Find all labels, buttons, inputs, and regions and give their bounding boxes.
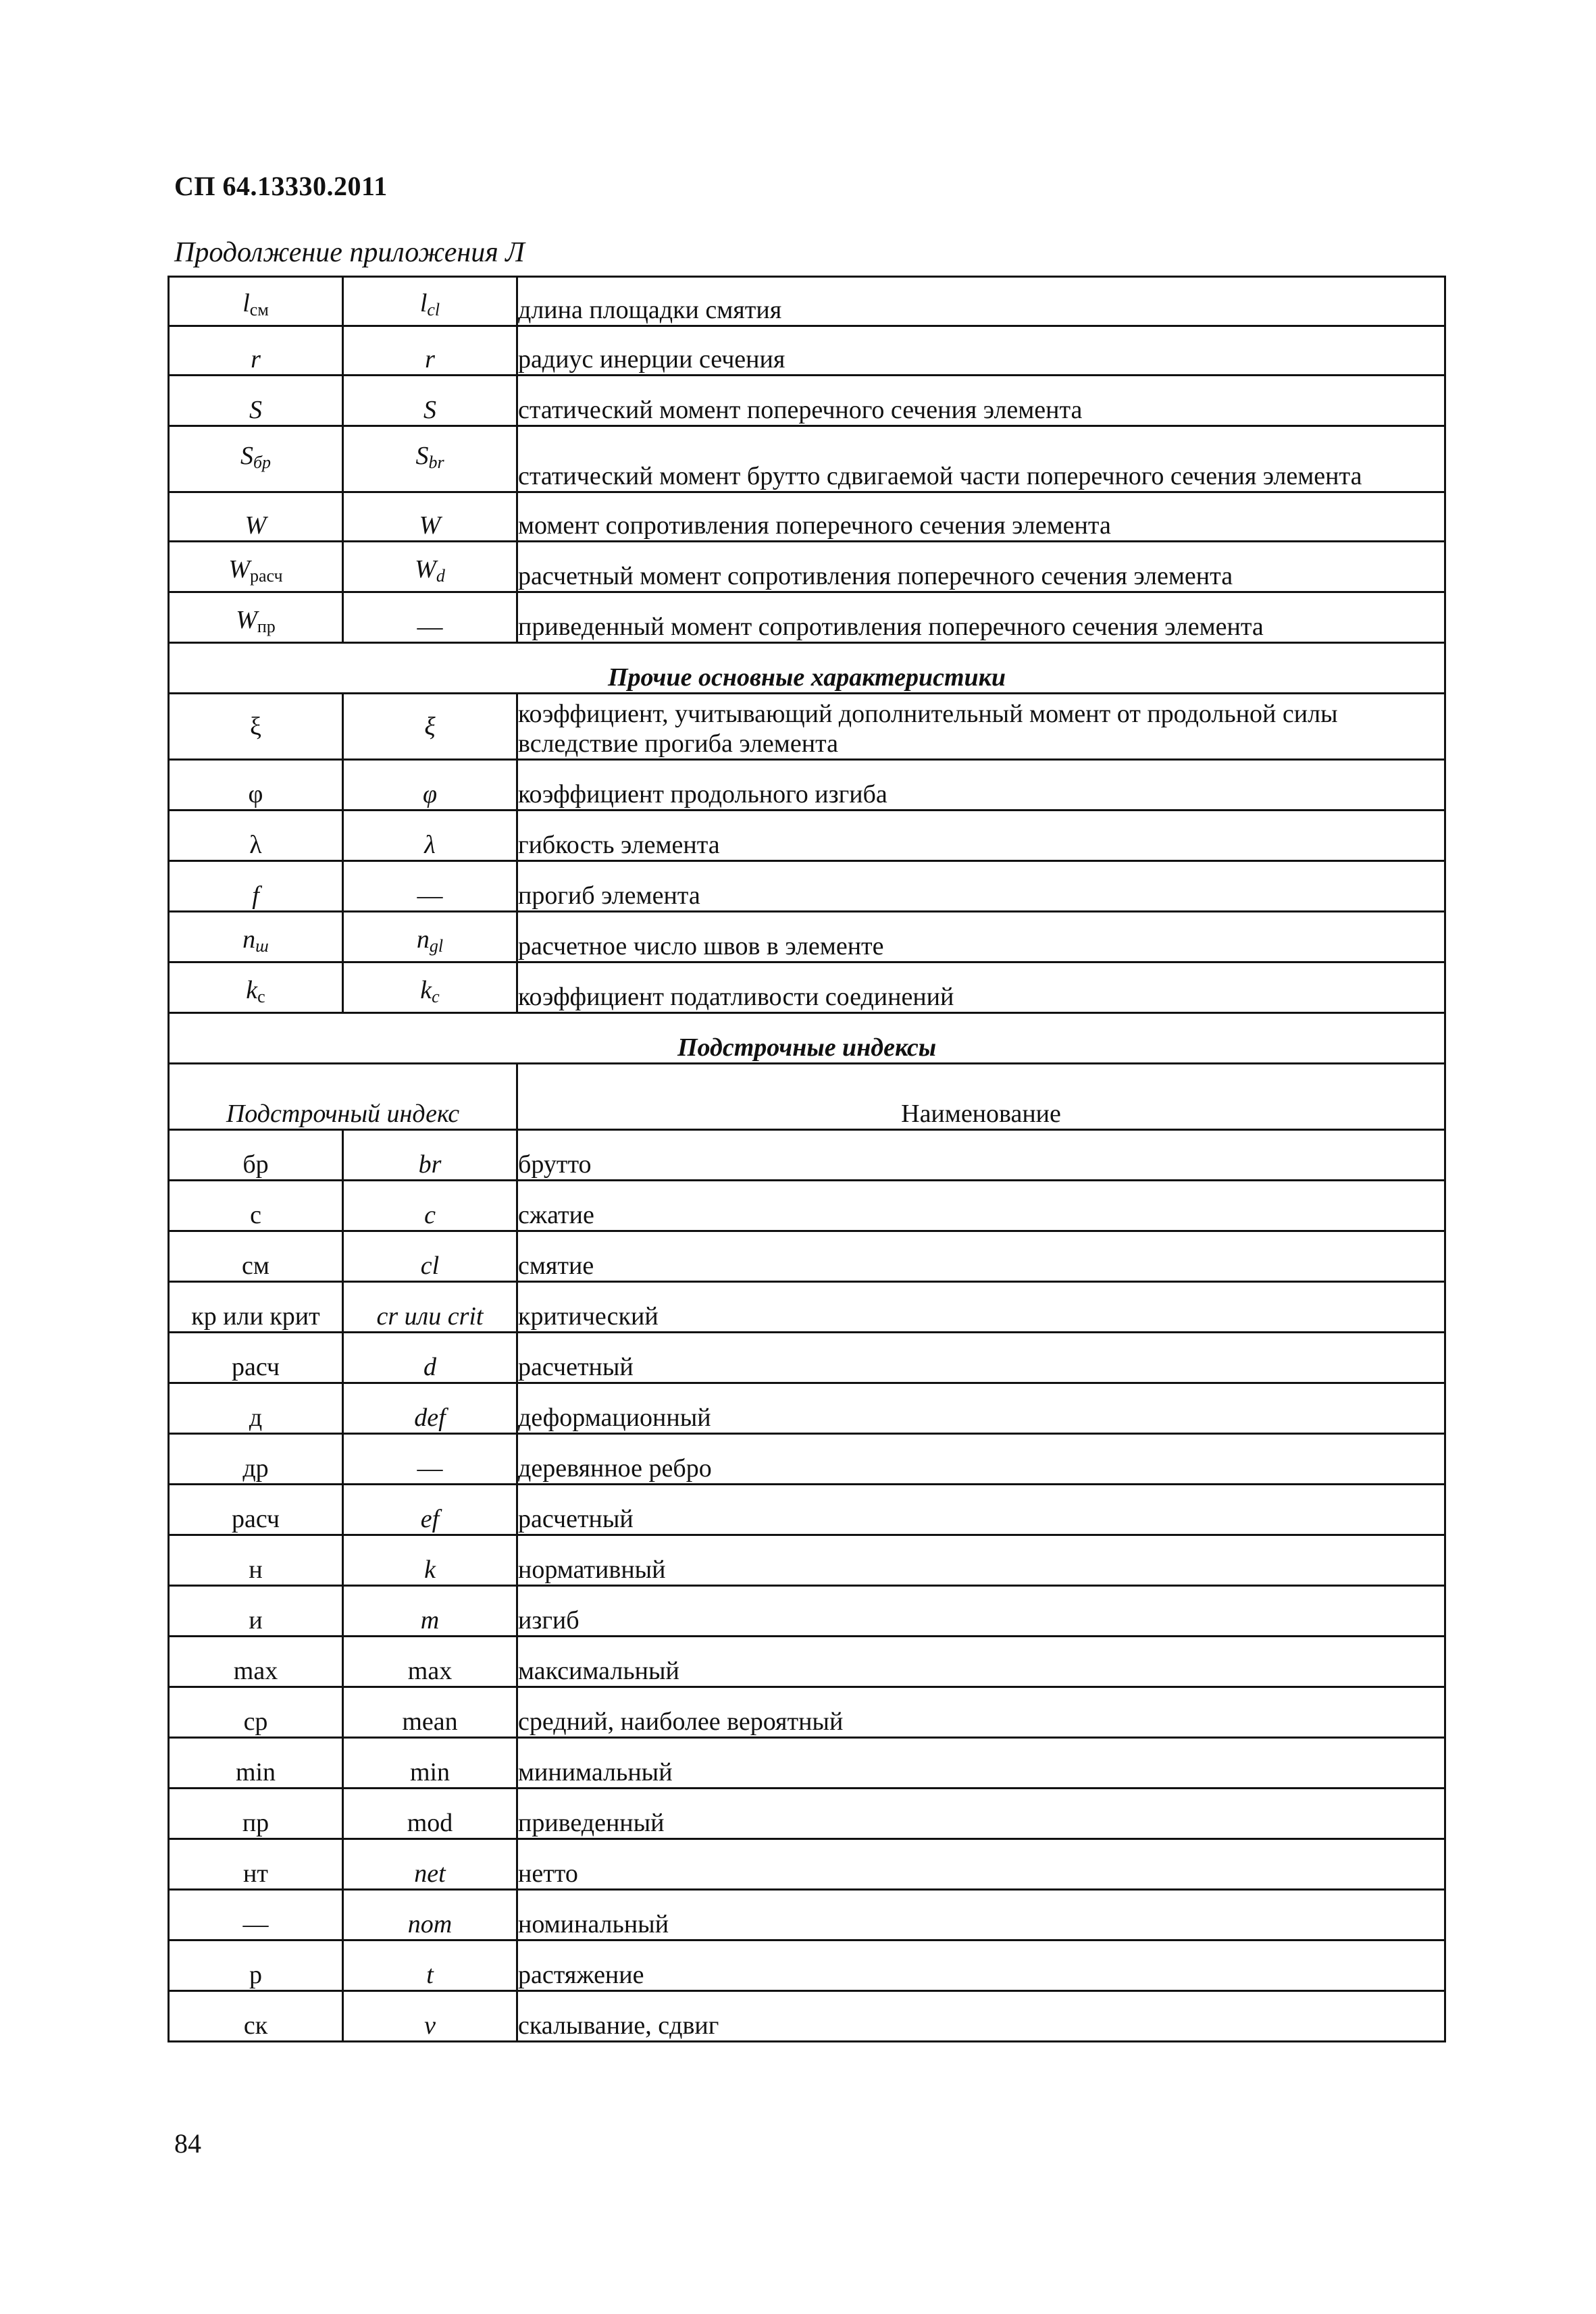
index-en: m [343,1586,517,1637]
index-description: максимальный [517,1637,1445,1687]
table-row [169,1434,1445,1485]
index-en: cr или crit [343,1282,517,1333]
symbol-description: приведенный момент сопротивления поперечного сечения элемента [517,592,1445,643]
symbol-ru: S [169,376,343,426]
symbol-en: $k_c$ [343,962,517,1013]
table-row [169,760,1445,811]
index-en: v [343,1991,517,2042]
table-row [169,1890,1445,1940]
table-row [169,1535,1445,1586]
index-en: min [343,1738,517,1789]
symbol-ru: f [169,861,343,912]
index-ru: ср [169,1687,343,1738]
index-description: брутто [517,1130,1445,1181]
symbol-en: ξ [343,694,517,760]
symbol-ru: φ [169,760,343,811]
index-ru: бр [169,1130,343,1181]
table-row [169,542,1445,592]
table-row [169,426,1445,492]
index-ru: min [169,1738,343,1789]
index-en: max [343,1637,517,1687]
index-en: ef [343,1485,517,1535]
table-row [169,1181,1445,1231]
index-description: смятие [517,1231,1445,1282]
table-row [169,1839,1445,1890]
symbol-ru: $W_{пр}$ [169,592,343,643]
index-en: mod [343,1789,517,1839]
symbol-ru: $l_{см}$ [169,277,343,326]
index-ru: max [169,1637,343,1687]
symbol-en: r [343,326,517,376]
index-ru: р [169,1940,343,1991]
symbol-description: прогиб элемента [517,861,1445,912]
continuation-title: Продолжение приложения Л [174,237,525,268]
table-row [169,326,1445,376]
index-ru: д [169,1383,343,1434]
symbol-description: момент сопротивления поперечного сечения элемента [517,492,1445,542]
index-ru: пр [169,1789,343,1839]
index-description: нормативный [517,1535,1445,1586]
symbol-ru: W [169,492,343,542]
table-row [169,811,1445,861]
symbol-ru: $W_{расч}$ [169,542,343,592]
subscript-header-row [169,1064,1445,1130]
symbol-description: коэффициент продольного изгиба [517,760,1445,811]
symbol-ru: $S_{бр}$ [169,426,343,492]
index-description: нетто [517,1839,1445,1890]
table-row [169,376,1445,426]
index-en: d [343,1333,517,1383]
index-description: средний, наиболее вероятный [517,1687,1445,1738]
table-row [169,1738,1445,1789]
index-description: сжатие [517,1181,1445,1231]
index-description: растяжение [517,1940,1445,1991]
header-subscript-index: Подстрочный индекс [169,1064,517,1130]
symbol-description: коэффициент, учитывающий дополнительный момент от продольной силы вследствие прогиба элемента [517,694,1445,760]
table-row [169,1333,1445,1383]
symbol-en: S [343,376,517,426]
symbol-description: расчетный момент сопротивления поперечного сечения элемента [517,542,1445,592]
symbol-description: длина площадки смятия [517,277,1445,326]
index-description: минимальный [517,1738,1445,1789]
symbol-description: коэффициент податливости соединений [517,962,1445,1013]
symbol-description: статический момент поперечного сечения элемента [517,376,1445,426]
index-ru: — [169,1890,343,1940]
table-row [169,277,1445,326]
index-description: деформационный [517,1383,1445,1434]
symbols-table [168,276,1446,2042]
table-row [169,1789,1445,1839]
table-row [169,1383,1445,1434]
index-en: mean [343,1687,517,1738]
section-row [169,1013,1445,1064]
index-en: c [343,1181,517,1231]
table-row [169,1231,1445,1282]
table-row [169,1586,1445,1637]
index-description: расчетный [517,1485,1445,1535]
symbol-description: расчетное число швов в элементе [517,912,1445,962]
index-en: br [343,1130,517,1181]
index-description: скалывание, сдвиг [517,1991,1445,2042]
index-en: t [343,1940,517,1991]
table-row [169,492,1445,542]
symbol-en: $W_d$ [343,542,517,592]
symbol-ru: ξ [169,694,343,760]
index-description: критический [517,1282,1445,1333]
index-en: — [343,1434,517,1485]
index-en: k [343,1535,517,1586]
table-row [169,694,1445,760]
symbol-description: радиус инерции сечения [517,326,1445,376]
symbol-ru: $k_c$ [169,962,343,1013]
section-row [169,643,1445,694]
symbol-en: $n_{gl}$ [343,912,517,962]
index-ru: н [169,1535,343,1586]
table-row [169,1687,1445,1738]
symbol-description: гибкость элемента [517,811,1445,861]
symbol-en: — [343,592,517,643]
table-row [169,912,1445,962]
index-description: изгиб [517,1586,1445,1637]
symbol-en: $l_{cl}$ [343,277,517,326]
index-ru: кр или крит [169,1282,343,1333]
symbol-en: λ [343,811,517,861]
index-description: приведенный [517,1789,1445,1839]
table-row [169,1991,1445,2042]
table-row [169,1940,1445,1991]
index-description: деревянное ребро [517,1434,1445,1485]
index-en: def [343,1383,517,1434]
index-ru: нт [169,1839,343,1890]
page-number: 84 [174,2128,201,2159]
symbol-en: — [343,861,517,912]
section-title-other: Прочие основные характеристики [169,643,1445,694]
table-row [169,861,1445,912]
table-row [169,1282,1445,1333]
table-row [169,1637,1445,1687]
table-row [169,592,1445,643]
section-title-subscripts: Подстрочные индексы [169,1013,1445,1064]
header-name: Наименование [517,1064,1445,1130]
index-en: nom [343,1890,517,1940]
symbol-description: статический момент брутто сдвигаемой части поперечного сечения элемента [517,426,1445,492]
table-row [169,1485,1445,1535]
index-ru: др [169,1434,343,1485]
symbol-en: W [343,492,517,542]
index-en: net [343,1839,517,1890]
symbol-ru: r [169,326,343,376]
index-ru: расч [169,1485,343,1535]
index-ru: и [169,1586,343,1637]
table-row [169,1130,1445,1181]
index-en: cl [343,1231,517,1282]
table-row [169,962,1445,1013]
symbol-en: φ [343,760,517,811]
index-ru: см [169,1231,343,1282]
symbol-ru: $n_ш$ [169,912,343,962]
symbol-en: $S_{br}$ [343,426,517,492]
document-code: СП 64.13330.2011 [174,171,388,201]
symbol-ru: λ [169,811,343,861]
index-ru: с [169,1181,343,1231]
index-description: номинальный [517,1890,1445,1940]
index-ru: ск [169,1991,343,2042]
index-ru: расч [169,1333,343,1383]
index-description: расчетный [517,1333,1445,1383]
